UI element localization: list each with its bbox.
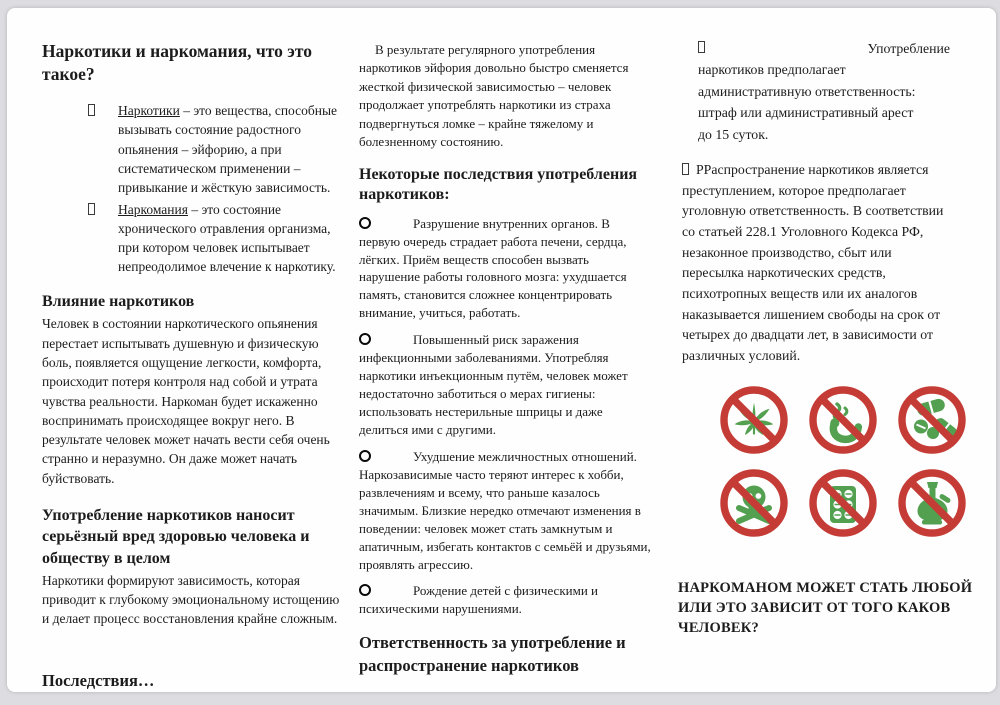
no-smoking-pipe-icon [807, 384, 879, 456]
harm-heading: Употребление наркотиков наносит серьёзный вред здоровью человека и обществу в целом [42, 507, 310, 567]
circle-bullet-icon [359, 584, 371, 596]
circle-bullet-icon [359, 333, 371, 345]
bullet-text: Повышенный риск заражения инфекционными заболеваниями. Употребляя наркотики инъекционным путём, человек может недостаточно заботиться о мерах гигиены: использовать нестерильные шприцы и даже делиться ими с другими. [359, 332, 628, 437]
admin-paragraph-first-line [676, 38, 962, 59]
intro-paragraph: В результате регулярного употребления наркотиков эйфория довольно быстро сменяется жесткой физической зависимостью – человек продолжает употреблять наркотики из страха подвергнуться ломке – крайне тяжелому и болезненному состоянию. [359, 42, 629, 150]
missing-glyph-bullet-icon [682, 163, 689, 175]
column-consequences [359, 38, 651, 678]
no-bong-icon [896, 467, 968, 539]
harm-paragraph: Наркотики формируют зависимость, которая приводит к глубокому эмоциональному истощению и делает процесс восстановления крайне сложным. [42, 572, 340, 627]
definitions-list [42, 101, 340, 276]
responsibility-heading: Ответственность за употребление и распространение наркотиков [359, 633, 626, 676]
influence-heading: Влияние наркотиков [42, 292, 195, 310]
list-item [88, 101, 340, 197]
no-cannabis-icon [718, 384, 790, 456]
definition-text: – это вещества, способные вызывать состояние радостного опьянения – эйфорию, а при систематическом применении – привыкание и жёсткую зависимость. [118, 103, 338, 195]
no-blister-pack-icon [807, 467, 879, 539]
list-item [359, 448, 651, 574]
bullet-text: Ухудшение межличностных отношений. Наркозависимые часто теряют интерес к хобби, развлечениям и всему, что раньше казалось значимым. Близкие нередко отмечают изменения в поведении: человек может стать замкнутым и апатичным, избегать контактов с семьёй и друзьями, проявлять агрессию. [359, 448, 651, 572]
no-poison-skull-icon [718, 467, 790, 539]
column-what-is [42, 38, 340, 691]
missing-glyph-bullet-icon [88, 203, 95, 215]
criminal-text: РРаспространение наркотиков является преступлением, которое предполагает уголовную ответственность. В соответствии со статьей 228.1 Уголовного Кодекса РФ, незаконное производство, сбыт или пересылка наркотических средств, психотропных веществ или их аналогов наказывается лишением свободы на срок от четырех до двадцати лет, в зависимости от различных условий. [682, 161, 944, 364]
list-item [88, 200, 340, 277]
bottom-caption: НАРКОМАНОМ МОЖЕТ СТАТЬ ЛЮБОЙ ИЛИ ЭТО ЗАВИСИТ ОТ ТОГО КАКОВ ЧЕЛОВЕК? [678, 579, 973, 637]
some-consequences-heading: Некоторые последствия употребления наркотиков: [359, 165, 638, 204]
prohibition-signs-grid [718, 384, 962, 539]
influence-paragraph: Человек в состоянии наркотического опьянения перестает испытывать душевную и физическую боль, появляется ощущение легкости, комфорта, происходит потеря контроля над собой и утрата чувства реальности. Наркоман будет искаженно воспринимать происходящее вокруг него. В результате человек может начать вести себя очень странно и неразумно. Он даже может начать буйствовать. [42, 316, 330, 486]
list-item [359, 215, 651, 323]
definition-term: Наркомания [118, 201, 188, 217]
admin-first-word: Употребление [867, 41, 950, 56]
circle-bullet-icon [359, 217, 371, 229]
column-responsibility [676, 38, 973, 639]
circle-bullet-icon [359, 450, 371, 462]
list-item [359, 582, 651, 618]
leaflet-page [7, 8, 996, 692]
list-item [359, 331, 651, 439]
no-pills-icon [896, 384, 968, 456]
definition-term: Наркотики [118, 103, 180, 119]
missing-glyph-bullet-icon [698, 41, 705, 53]
page-title: Наркотики и наркомания, что это такое? [42, 41, 312, 85]
consequences-teaser-heading: Последствия… [42, 670, 155, 690]
criminal-paragraph [682, 160, 952, 367]
bullet-text: Рождение детей с физическими и психическими нарушениями. [359, 583, 598, 617]
admin-paragraph: наркотиков предполагает административную ответственность: штраф или административный арест до 15 суток. [698, 62, 916, 142]
definition-text: – это состояние хронического отравления организма, при котором человек испытывает непреодолимое влечение к наркотику. [118, 201, 336, 275]
missing-glyph-bullet-icon [88, 104, 95, 116]
bullet-text: Разрушение внутренних органов. В первую очередь страдает работа печени, сердца, лёгких. Приём веществ способен вызвать нарушение работы головного мозга: ухудшается память, становится сложнее концентрировать внимание, учиться, работать. [359, 215, 627, 321]
